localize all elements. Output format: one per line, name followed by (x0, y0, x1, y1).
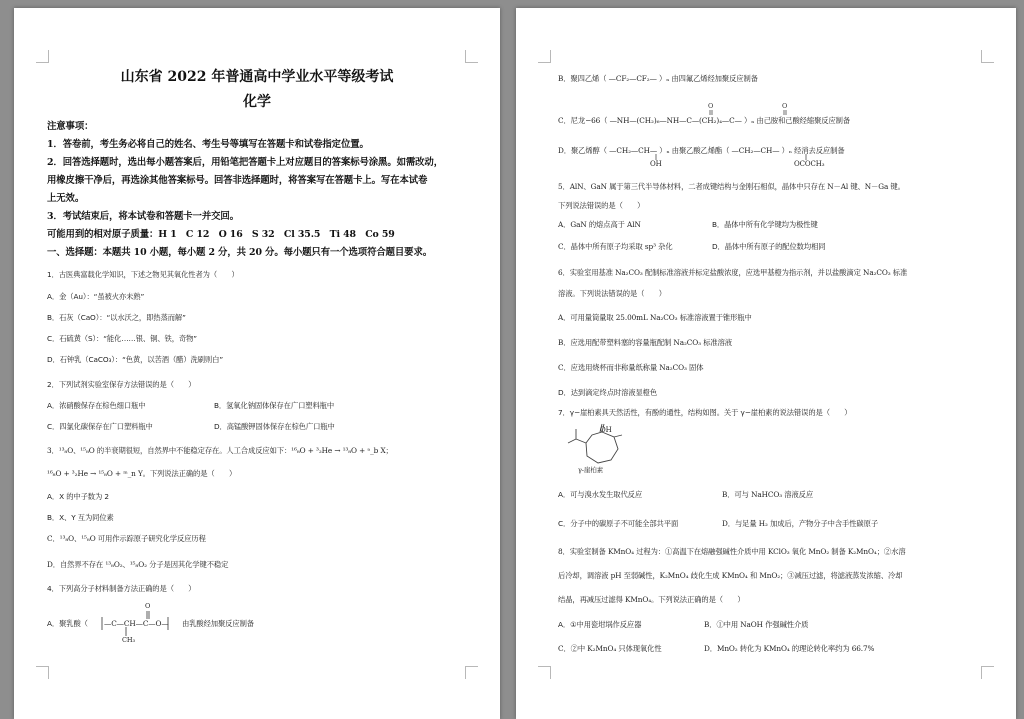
notice-item-2-line-3: 上无效。 (47, 193, 85, 204)
option-4c: C．尼龙−66（ —NH—(CH₂)₆—NH—C—(CH₂)₄—C— ）ₙ 由己胺和己酸经缩聚反应制备 (558, 116, 851, 125)
question-7: 7．γ−崖柏素具天然活性，有酚的通性，结构如图。关于 γ−崖柏素的说法错误的是（ ） (558, 408, 852, 417)
option-4a-prefix: A．聚乳酸（ (47, 619, 88, 628)
option-6b: B．应选用配带塑料塞的容量瓶配制 Na₂CO₃ 标准溶液 (558, 338, 732, 347)
crop-mark (538, 50, 551, 63)
notice-item-3: 3．考试结束后，将本试卷和答题卡一并交回。 (47, 211, 239, 222)
option-1d: D．石钟乳（CaCO₃）：“色黄，以苦酒（醋）洗刷则白” (47, 355, 223, 364)
crop-mark (465, 50, 478, 63)
notice-heading: 注意事项： (47, 121, 94, 132)
option-7a: A．可与溴水发生取代反应 (558, 490, 643, 499)
carbonyl-o-label: O (145, 602, 151, 610)
option-5b: B．晶体中所有化学键均为极性键 (712, 220, 818, 229)
option-7c: C．分子中的碳原子不可能全部共平面 (558, 519, 679, 528)
question-3-line-2: ¹⁶₈O + ³₂He → ¹⁵₈O + ᵐ_n Y。下列说法正确的是（ ） (47, 469, 237, 478)
structure-caption: γ-崖柏素 (578, 466, 604, 474)
option-5a: A．GaN 的熔点高于 AlN (558, 220, 641, 229)
section-heading: 一、选择题：本题共 10 小题，每小题 2 分，共 20 分。每小题只有一个选项符合题目要求。 (47, 247, 433, 258)
option-7d: D．与足量 H₂ 加成后，产物分子中含手性碳原子 (722, 519, 879, 528)
subject-title: 化学 (243, 94, 271, 110)
question-3-line-1: 3．¹³₈O、¹⁵₈O 的半衰期很短，自然界中不能稳定存在。人工合成反应如下：¹⁶₈O + ³₂He → ¹³₈O + ᵃ_b X； (47, 446, 393, 455)
option-6d: D．达到滴定终点时溶液显橙色 (558, 388, 658, 397)
option-8d: D．MnO₂ 转化为 KMnO₄ 的理论转化率约为 66.7% (704, 644, 875, 653)
document-page-1 (14, 8, 500, 719)
notice-item-2-line-2: 用橡皮擦干净后，再选涂其他答案标号。回答非选择题时，将答案写在答题卡上。写在本试卷 (47, 175, 428, 186)
document-page-2 (516, 8, 1016, 719)
option-2d: D．高锰酸钾固体保存在棕色广口瓶中 (214, 422, 335, 431)
crop-mark (36, 50, 49, 63)
option-3a: A．X 的中子数为 2 (47, 492, 109, 501)
nylon-carbonyl-bonds (706, 102, 796, 116)
pva-oh-label: OH (650, 160, 662, 168)
option-8a: A．①中用瓷坩埚作反应器 (558, 620, 642, 629)
option-3d: D．自然界不存在 ¹³₈O₂、¹⁵₈O₂ 分子是因其化学键不稳定 (47, 560, 229, 569)
crop-mark (981, 666, 994, 679)
option-6c: C．应选用烧杯而非称量纸称量 Na₂CO₃ 固体 (558, 363, 704, 372)
option-5d: D．晶体中所有原子的配位数均相同 (712, 242, 826, 251)
question-2: 2．下列试剂实验室保存方法错误的是（ ） (47, 380, 196, 389)
hydroxyl-label: OH (600, 426, 612, 434)
question-5-line-2: 下列说法错误的是（ ） (558, 201, 645, 210)
option-2b: B．氢氧化钠固体保存在广口塑料瓶中 (214, 401, 335, 410)
option-5c: C．晶体中所有原子均采取 sp³ 杂化 (558, 242, 673, 251)
option-4a-text: 由乳酸经加聚反应制备 (182, 619, 254, 628)
question-6-line-1: 6．实验室用基准 Na₂CO₃ 配制标准溶液并标定盐酸浓度，应选甲基橙为指示剂，并以盐酸滴定 Na₂CO₃ 标准 (558, 268, 908, 277)
crop-mark (538, 666, 551, 679)
option-4b: B．聚四乙烯（ —CF₂—CF₂— ）ₙ 由四氟乙烯经加聚反应制备 (558, 74, 758, 83)
question-8-line-1: 8．实验室制备 KMnO₄ 过程为：①高温下在熔融强碱性介质中用 KClO₃ 氧化 MnO₂ 制备 K₂MnO₄；②水溶 (558, 547, 906, 556)
option-1a: A．金（Au）：“虽被火亦未熟” (47, 292, 145, 301)
methyl-label: CH₃ (122, 636, 135, 644)
polylactic-bonds (100, 608, 170, 638)
crop-mark (981, 50, 994, 63)
crop-mark (36, 666, 49, 679)
option-2a: A．浓硝酸保存在棕色细口瓶中 (47, 401, 146, 410)
question-1: 1．古医典富载化学知识，下述之物见其氧化性者为（ ） (47, 270, 239, 279)
svg-text:O: O (782, 102, 788, 110)
option-4d: D．聚乙烯醇（ —CH₂—CH— ）ₙ 由聚乙酸乙烯酯（ —CH₂—CH— ）ₙ 经消去反应制备 (558, 146, 845, 155)
question-4: 4．下列高分子材料制备方法正确的是（ ） (47, 584, 196, 593)
question-8-line-2: 后冷却，调溶液 pH 至弱碱性，K₂MnO₄ 歧化生成 KMnO₄ 和 MnO₂；③减压过滤，将滤液蒸发浓缩、冷却 (558, 571, 903, 580)
option-1c: C．石硫黄（S）：“能化……银、铜、铁，奇物” (47, 334, 197, 343)
option-1b: B．石灰（CaO）：“以水沃之，即热蒸而解” (47, 313, 186, 322)
option-3b: B．X、Y 互为同位素 (47, 513, 114, 522)
option-8c: C．②中 K₂MnO₄ 只体现氧化性 (558, 644, 662, 653)
notice-item-2-line-1: 2．回答选择题时，选出每小题答案后，用铅笔把答题卡上对应题目的答案标号涂黑。如需改动， (47, 157, 443, 168)
option-7b: B．可与 NaHCO₃ 溶液反应 (722, 490, 814, 499)
question-8-line-3: 结晶，再减压过滤得 KMnO₄。下列说法正确的是（ ） (558, 595, 745, 604)
option-8b: B．①中用 NaOH 作强碱性介质 (704, 620, 809, 629)
ketone-o-label: O (600, 416, 605, 423)
crop-mark (465, 666, 478, 679)
question-6-line-2: 溶液。下列说法错误的是（ ） (558, 289, 666, 298)
question-5-line-1: 5．AlN、GaN 属于第三代半导体材料，二者成键结构与金刚石相似，晶体中只存在 N－Al 键、N－Ga 键。 (558, 182, 905, 191)
notice-item-1: 1．答卷前，考生务必将自己的姓名、考生号等填写在答题卡和试卷指定位置。 (47, 139, 369, 150)
svg-text:O: O (708, 102, 714, 110)
pvac-ococh3-label: OCOCH₃ (794, 160, 825, 168)
option-3c: C．¹³₈O、¹⁵₈O 可用作示踪原子研究化学反应历程 (47, 534, 206, 543)
page-title: 山东省 2022 年普通高中学业水平等级考试 (120, 69, 394, 85)
option-2c: C．四氯化碳保存在广口塑料瓶中 (47, 422, 153, 431)
atomic-masses: 可能用到的相对原子质量：H 1 C 12 O 16 S 32 Cl 35.5 Ti 48 Co 59 (47, 229, 395, 240)
option-6a: A．可用量筒量取 25.00mL Na₂CO₃ 标准溶液置于锥形瓶中 (558, 313, 752, 322)
option-4a-structure: —C—CH—C—O— (104, 619, 169, 628)
